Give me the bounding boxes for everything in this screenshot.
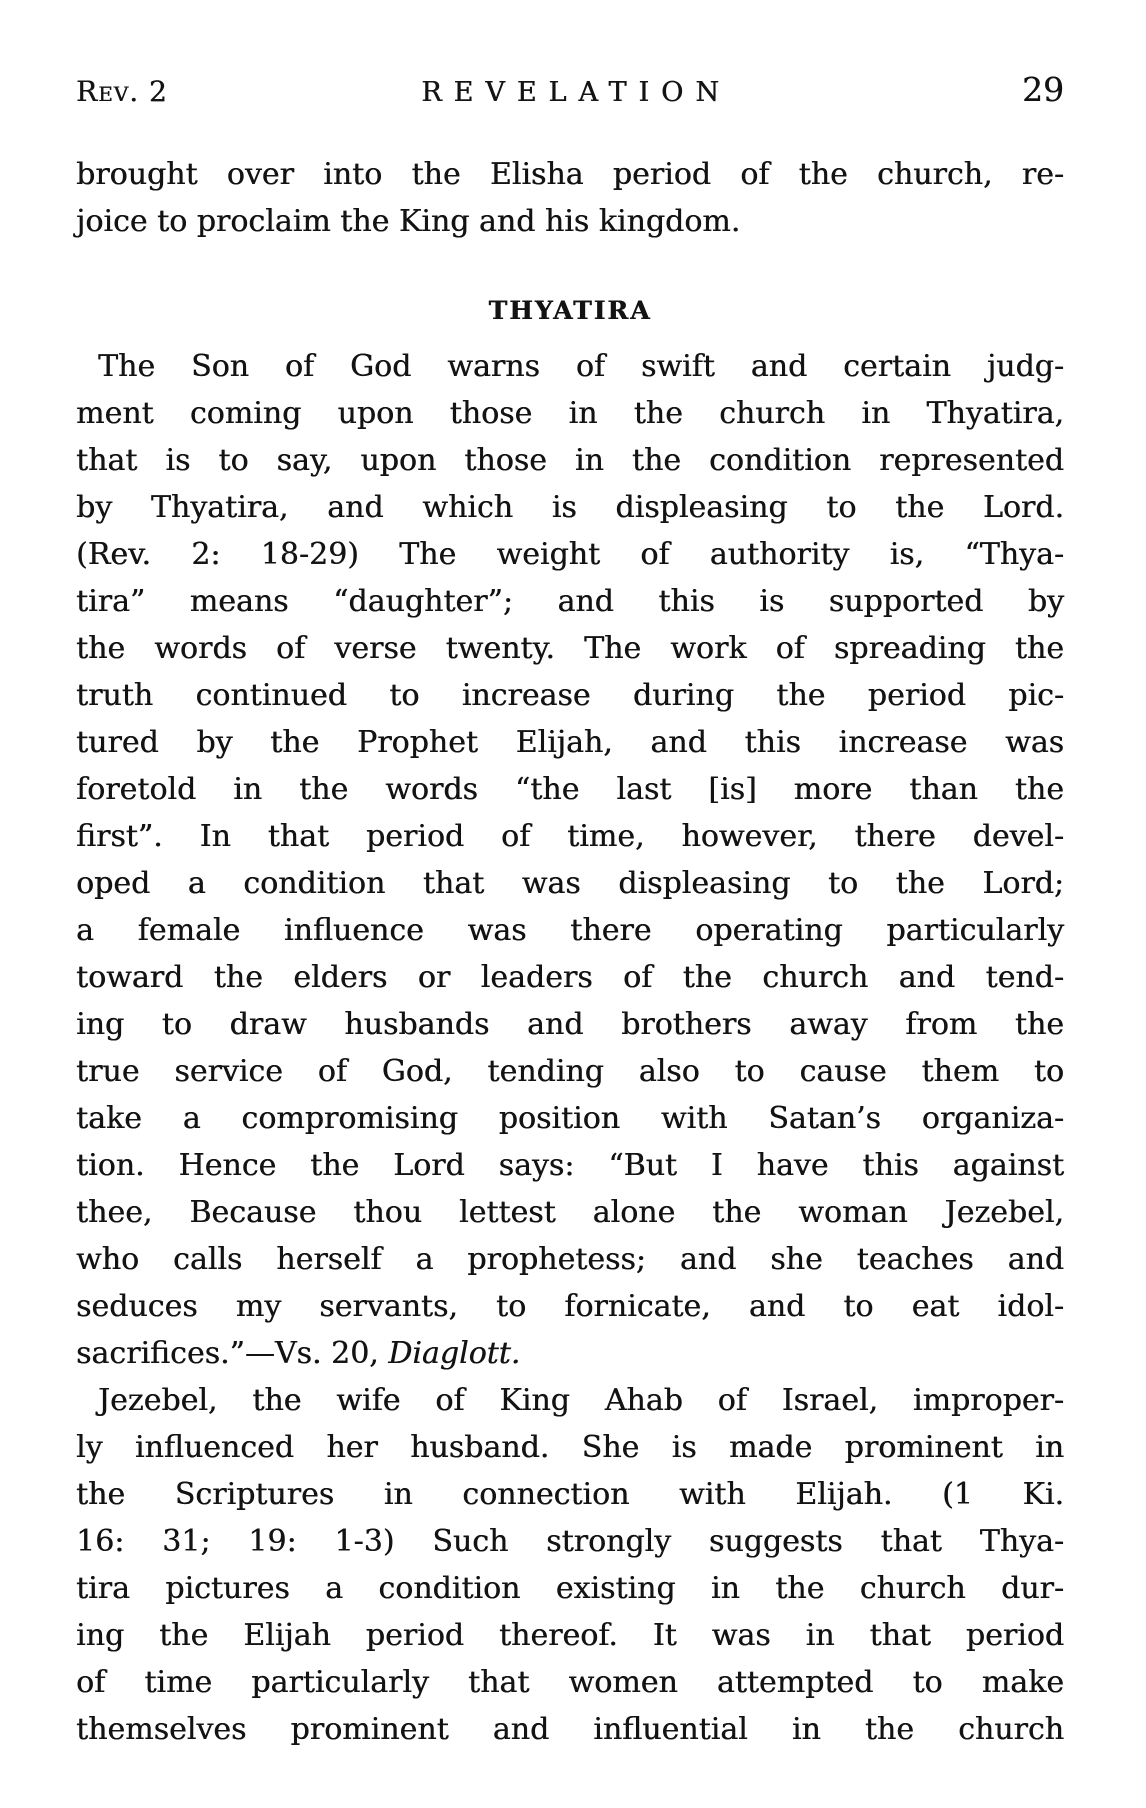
text-line: toward the elders or leaders of the church and tend- xyxy=(76,960,1064,995)
paragraph xyxy=(76,1377,1064,1753)
text-line: ly influenced her husband. She is made prominent in xyxy=(76,1430,1064,1465)
text-line: 16: 31; 19: 1-3) Such strongly suggests that Thya- xyxy=(76,1524,1064,1559)
text-line: the words of verse twenty. The work of spreading the xyxy=(76,631,1064,666)
chapter-reference: Rev. 2 xyxy=(76,75,168,108)
text-line: thee, Because thou lettest alone the woman Jezebel, xyxy=(76,1195,1064,1230)
text-line: seduces my servants, to fornicate, and to eat idol- xyxy=(76,1289,1064,1324)
text-line: that is to say, upon those in the condition represented xyxy=(76,443,1064,478)
text-line: tion. Hence the Lord says: “But I have this against xyxy=(76,1148,1064,1183)
running-header xyxy=(76,70,1064,109)
text-line: Jezebel, the wife of King Ahab of Israel, improper- xyxy=(98,1383,1064,1418)
book-title: REVELATION xyxy=(421,77,731,108)
text-line: foretold in the words “the last [is] more than the xyxy=(76,772,1064,807)
paragraph xyxy=(76,343,1064,1377)
text-line: (Rev. 2: 18-29) The weight of authority is, “Thya- xyxy=(76,537,1064,572)
text-line: of time particularly that women attempted to make xyxy=(76,1665,1064,1700)
text-line: truth continued to increase during the period pic- xyxy=(76,678,1064,713)
text-line: ing the Elijah period thereof. It was in that period xyxy=(76,1618,1064,1653)
text-line: themselves prominent and influential in the church xyxy=(76,1712,1064,1747)
section-heading: THYATIRA xyxy=(488,296,652,325)
page-body xyxy=(76,151,1064,1753)
text-line: ment coming upon those in the church in Thyatira, xyxy=(76,396,1064,431)
paragraph xyxy=(76,151,1064,245)
text-line: by Thyatira, and which is displeasing to the Lord. xyxy=(76,490,1064,525)
text-column xyxy=(76,70,1064,1753)
text-line: tira pictures a condition existing in the church dur- xyxy=(76,1571,1064,1606)
text-line: brought over into the Elisha period of the church, re- xyxy=(76,157,1064,192)
text-line: the Scriptures in connection with Elijah. (1 Ki. xyxy=(76,1477,1064,1512)
text-line: sacrifices.”—Vs. 20, Diaglott. xyxy=(76,1336,521,1371)
text-line: tured by the Prophet Elijah, and this increase was xyxy=(76,725,1064,760)
text-line: a female influence was there operating particularly xyxy=(76,913,1064,948)
text-line: true service of God, tending also to cause them to xyxy=(76,1054,1064,1089)
text-line: oped a condition that was displeasing to the Lord; xyxy=(76,866,1064,901)
text-line: ing to draw husbands and brothers away from the xyxy=(76,1007,1064,1042)
text-line: tira” means “daughter”; and this is supported by xyxy=(76,584,1064,619)
text-line: who calls herself a prophetess; and she teaches and xyxy=(76,1242,1064,1277)
text-line: take a compromising position with Satan’s organiza- xyxy=(76,1101,1064,1136)
text-line: joice to proclaim the King and his kingdom. xyxy=(76,204,741,239)
text-line: The Son of God warns of swift and certain judg- xyxy=(98,349,1064,384)
page-number: 29 xyxy=(1022,70,1065,109)
text-line: first”. In that period of time, however, there devel- xyxy=(76,819,1064,854)
